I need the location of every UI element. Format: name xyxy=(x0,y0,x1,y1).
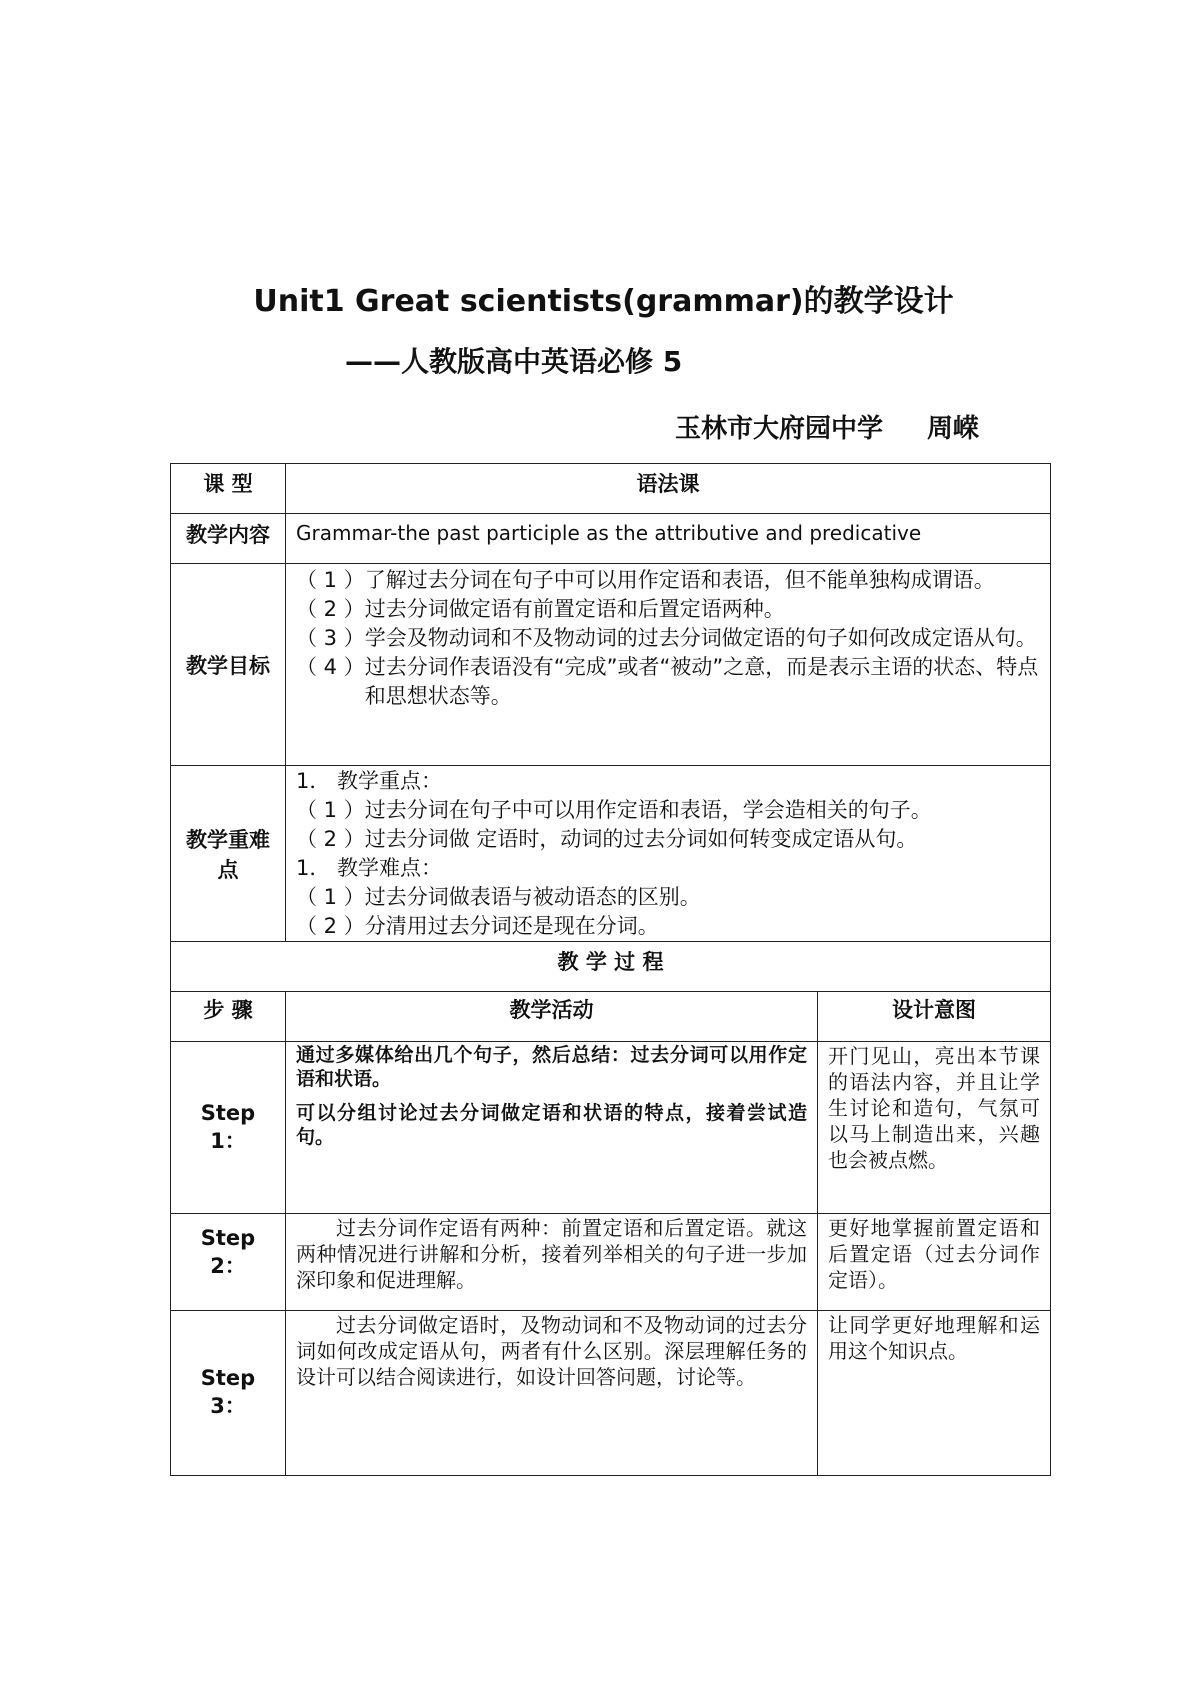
course-type-value: 语法课 xyxy=(286,464,1051,514)
row-objectives xyxy=(171,564,1051,766)
objective-item: （ 1 ） 了解过去分词在句子中可以用作定语和表语，但不能单独构成谓语。 xyxy=(296,568,995,592)
row-content xyxy=(171,514,1051,564)
lesson-plan-table xyxy=(170,463,1051,1476)
step-activity: 过去分词做定语时，及物动词和不及物动词的过去分词如何改成定语从句，两者有什么区别。深层理解任务的设计可以结合阅读进行，如设计回答问题，讨论等。 xyxy=(286,1311,818,1476)
step-row-3 xyxy=(171,1311,1051,1476)
key-points-content xyxy=(286,766,1051,942)
row-process-heading xyxy=(171,942,1051,992)
course-type-label: 课 型 xyxy=(171,464,286,514)
objectives-label: 教学目标 xyxy=(171,564,286,766)
step-row-1 xyxy=(171,1042,1051,1214)
row-key-points xyxy=(171,766,1051,942)
author-name: 周嵘 xyxy=(927,414,980,444)
difficult-point-item: （ 1 ） 过去分词做表语与被动语态的区别。 xyxy=(296,885,701,909)
step-intent: 开门见山，亮出本节课的语法内容，并且让学生讨论和造句，气氛可以马上制造出来，兴趣也会被点燃。 xyxy=(818,1042,1051,1214)
document-subtitle: ——人教版高中英语必修 5 xyxy=(345,345,683,378)
difficult-point-item: （ 2 ） 分清用过去分词还是现在分词。 xyxy=(296,914,659,938)
step-label: Step 2： xyxy=(171,1214,286,1311)
objective-item: （ 3 ） 学会及物动词和不及物动词的过去分词做定语的句子如何改成定语从句。 xyxy=(296,626,1037,650)
col-activity-header: 教学活动 xyxy=(286,992,818,1042)
objective-item: （ 2 ） 过去分词做定语有前置定语和后置定语两种。 xyxy=(296,597,785,621)
difficult-points-heading: 1． 教学难点： xyxy=(296,856,443,880)
key-points-label: 教学重难点 xyxy=(171,766,286,942)
col-step-header: 步 骤 xyxy=(171,992,286,1042)
step-intent: 更好地掌握前置定语和后置定语（过去分词作定语）。 xyxy=(818,1214,1051,1311)
document-title: Unit1 Great scientists(grammar)的教学设计 xyxy=(253,284,954,319)
author-school: 玉林市大府园中学 xyxy=(675,414,884,444)
step-label: Step 3： xyxy=(171,1311,286,1476)
step-row-2 xyxy=(171,1214,1051,1311)
step-activity: 通过多媒体给出几个句子，然后总结：过去分词可以用作定语和状语。 可以分组讨论过去分词做定语和状语的特点，接着尝试造句。 xyxy=(286,1042,818,1214)
objective-item: （ 4 ） 过去分词作表语没有“完成”或者“被动”之意，而是表示主语的状态、特点和思想状态等。 xyxy=(296,655,1039,708)
key-point-item: （ 1 ） 过去分词在句子中可以用作定语和表语，学会造相关的句子。 xyxy=(296,798,932,822)
content-value: Grammar-the past participle as the attributive and predicative xyxy=(286,514,1051,564)
col-intent-header: 设计意图 xyxy=(818,992,1051,1042)
key-point-item: （ 2 ） 过去分词做 定语时，动词的过去分词如何转变成定语从句。 xyxy=(296,827,918,851)
row-course-type xyxy=(171,464,1051,514)
row-column-headers xyxy=(171,992,1051,1042)
step-activity: 过去分词作定语有两种：前置定语和后置定语。就这两种情况进行讲解和分析，接着列举相关的句子进一步加深印象和促进理解。 xyxy=(286,1214,818,1311)
process-heading: 教 学 过 程 xyxy=(171,942,1051,992)
content-label: 教学内容 xyxy=(171,514,286,564)
key-points-heading: 1． 教学重点： xyxy=(296,769,443,793)
step-label: Step 1： xyxy=(171,1042,286,1214)
author-line xyxy=(675,408,979,445)
objectives-list xyxy=(286,564,1051,766)
step-intent: 让同学更好地理解和运用这个知识点。 xyxy=(818,1311,1051,1476)
